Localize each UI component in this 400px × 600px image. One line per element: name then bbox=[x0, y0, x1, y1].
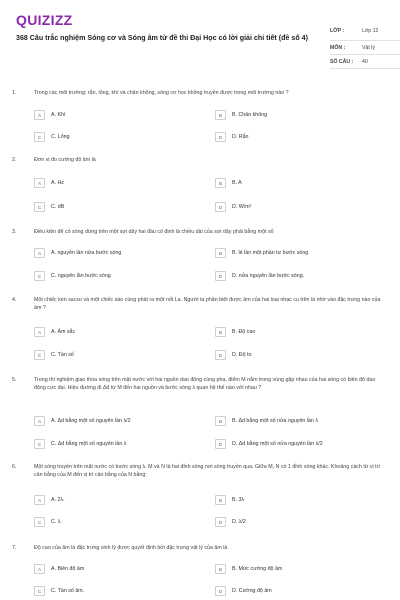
option-c[interactable] bbox=[34, 438, 126, 450]
option-letter-box: D bbox=[215, 271, 226, 281]
option-letter-box: D bbox=[215, 350, 226, 360]
question-text: Đơn vị đo cường độ âm là bbox=[34, 157, 96, 163]
option-d[interactable] bbox=[215, 349, 251, 361]
option-text: D. W/m² bbox=[232, 204, 252, 210]
option-letter-box: D bbox=[215, 202, 226, 212]
option-text: A. Biên độ âm bbox=[51, 566, 85, 572]
option-d[interactable] bbox=[215, 585, 272, 597]
option-c[interactable] bbox=[34, 516, 62, 528]
option-text: C. Δd bằng một số nguyên lần λ bbox=[51, 441, 127, 447]
option-a[interactable] bbox=[34, 326, 75, 338]
question-text: Một chiếc kèn sacxo và một chiếc sáo cùng phát ra một nốt La. Người ta phân biệt được âm của hai loại nhạc cụ trên là nhờ vào đặc trưng nào của âm ? bbox=[34, 297, 381, 311]
meta-value: 40 bbox=[362, 58, 368, 65]
question-number: 1. bbox=[12, 90, 17, 96]
quiz-title: 368 Câu trắc nghiệm Sóng cơ và Sóng âm từ đề thi Đại Học có lời giải chi tiết (đề số 4) bbox=[16, 34, 308, 42]
option-text: B. Độ cao bbox=[232, 329, 256, 335]
option-letter-box: B bbox=[215, 248, 226, 258]
meta-value: Vật lý bbox=[362, 44, 375, 51]
question-text: Độ cao của âm là đặc trưng sinh lý được quyết định bởi đặc trưng vật lý của âm là bbox=[34, 545, 228, 551]
option-text: D. nửa nguyên lần bước sóng. bbox=[232, 273, 305, 279]
option-letter-box: C bbox=[34, 271, 45, 281]
option-text: C. dB bbox=[51, 204, 65, 210]
option-text: B. Chân không bbox=[232, 112, 268, 118]
option-letter-box: C bbox=[34, 439, 45, 449]
option-b[interactable] bbox=[215, 415, 318, 427]
option-text: A. Khí bbox=[51, 112, 66, 118]
option-text: B. A bbox=[232, 180, 242, 186]
option-letter-box: A bbox=[34, 564, 45, 574]
option-letter-box: B bbox=[215, 564, 226, 574]
question-text: Trong thí nghiệm giao thoa sóng trên mặt nước với hai nguồn dao động cùng pha, điểm M nằm trong vùng gặp nhau của hai sóng có biên độ dao động cực đại. Hiệu đường đi Δd từ M đến hai nguồn và bước sóng λ quan hệ thế nào với nhau ? bbox=[34, 377, 376, 391]
option-letter-box: D bbox=[215, 439, 226, 449]
question-text: Trong các môi trường: rắn, lỏng, khí và chân không, sóng cơ học không truyền được trong môi trường nào ? bbox=[34, 90, 289, 96]
option-letter-box: B bbox=[215, 110, 226, 120]
quizizz-logo: QUIZIZZ bbox=[16, 12, 73, 28]
option-letter-box: A bbox=[34, 178, 45, 188]
option-b[interactable] bbox=[215, 326, 255, 338]
option-a[interactable] bbox=[34, 415, 131, 427]
option-text: A. Âm sắc bbox=[51, 329, 76, 335]
option-text: A. 2λ. bbox=[51, 497, 65, 503]
option-letter-box: B bbox=[215, 178, 226, 188]
quiz-meta bbox=[330, 22, 400, 69]
option-text: D. Rắn bbox=[232, 134, 249, 140]
option-text: C. λ. bbox=[51, 519, 62, 525]
option-c[interactable] bbox=[34, 349, 74, 361]
option-text: C. nguyên lần bước sóng bbox=[51, 273, 111, 279]
option-c[interactable] bbox=[34, 585, 84, 597]
option-text: B. Δd bằng một số nửa nguyên lần λ bbox=[232, 418, 319, 424]
option-a[interactable] bbox=[34, 494, 65, 506]
option-d[interactable] bbox=[215, 438, 323, 450]
option-letter-box: B bbox=[215, 495, 226, 505]
meta-row-subject bbox=[330, 41, 400, 55]
meta-key: LỚP : bbox=[330, 28, 345, 34]
question-number: 4. bbox=[12, 297, 17, 303]
option-letter-box: C bbox=[34, 202, 45, 212]
option-letter-box: D bbox=[215, 517, 226, 527]
option-text: C. Tần số âm. bbox=[51, 588, 85, 594]
option-letter-box: D bbox=[215, 132, 226, 142]
option-text: B. lẻ lần một phần tư bước sóng bbox=[232, 250, 309, 256]
option-c[interactable] bbox=[34, 201, 64, 213]
question-number: 3. bbox=[12, 229, 17, 235]
option-text: A. Δd bằng một số nguyên lần λ/2 bbox=[51, 418, 131, 424]
option-c[interactable] bbox=[34, 131, 70, 143]
option-text: D. Cường độ âm bbox=[232, 588, 272, 594]
meta-row-grade bbox=[330, 22, 400, 41]
option-text: B. Mức cường độ âm bbox=[232, 566, 283, 572]
option-letter-box: A bbox=[34, 248, 45, 258]
option-b[interactable] bbox=[215, 494, 244, 506]
option-letter-box: C bbox=[34, 517, 45, 527]
option-letter-box: A bbox=[34, 416, 45, 426]
option-b[interactable] bbox=[215, 177, 242, 189]
option-text: D. λ/2 bbox=[232, 519, 246, 525]
option-a[interactable] bbox=[34, 177, 64, 189]
option-b[interactable] bbox=[215, 247, 308, 259]
option-a[interactable] bbox=[34, 109, 65, 121]
option-text: A. Hz bbox=[51, 180, 64, 186]
option-letter-box: A bbox=[34, 495, 45, 505]
option-text: C. Tần số bbox=[51, 352, 74, 358]
option-text: D. Δd bằng một số nửa nguyên lần λ/2 bbox=[232, 441, 323, 447]
option-letter-box: A bbox=[34, 110, 45, 120]
question-number: 6. bbox=[12, 464, 17, 470]
question-text: Điều kiện để có sóng dừng trên một sợi dây hai đầu cố định là chiều dài của sợi dây phải bằng một số bbox=[34, 229, 274, 235]
option-d[interactable] bbox=[215, 131, 249, 143]
option-b[interactable] bbox=[215, 563, 282, 575]
option-a[interactable] bbox=[34, 563, 84, 575]
option-letter-box: C bbox=[34, 586, 45, 596]
option-d[interactable] bbox=[215, 201, 251, 213]
option-a[interactable] bbox=[34, 247, 121, 259]
option-letter-box: C bbox=[34, 350, 45, 360]
meta-key: SỐ CÂU : bbox=[330, 58, 354, 65]
meta-row-count bbox=[330, 55, 400, 69]
question-number: 7. bbox=[12, 545, 17, 551]
option-b[interactable] bbox=[215, 109, 267, 121]
option-letter-box: B bbox=[215, 327, 226, 337]
meta-value: Lớp 12 bbox=[362, 28, 379, 34]
option-letter-box: A bbox=[34, 327, 45, 337]
option-text: A. nguyên lần nửa bước sóng bbox=[51, 250, 122, 256]
option-letter-box: C bbox=[34, 132, 45, 142]
meta-key: MÔN : bbox=[330, 44, 346, 51]
option-text: C. Lỏng bbox=[51, 134, 70, 140]
question-number: 2. bbox=[12, 157, 17, 163]
option-text: B. 3λ bbox=[232, 497, 245, 503]
option-letter-box: D bbox=[215, 586, 226, 596]
option-d[interactable] bbox=[215, 516, 246, 528]
question-number: 5. bbox=[12, 377, 17, 383]
option-c[interactable] bbox=[34, 270, 111, 282]
question-text: Một sóng truyền trên mặt nước có bước sóng λ. M và N là hai đỉnh sóng nơi sóng truyền qua. Giữa M, N có 1 đỉnh sóng khác. Khoảng cách từ vị trí cân bằng của M đến vị trí cân bằng của N bằng: bbox=[34, 464, 380, 478]
quiz-header bbox=[16, 10, 386, 74]
option-text: D. Độ to bbox=[232, 352, 252, 358]
option-letter-box: B bbox=[215, 416, 226, 426]
option-d[interactable] bbox=[215, 270, 304, 282]
